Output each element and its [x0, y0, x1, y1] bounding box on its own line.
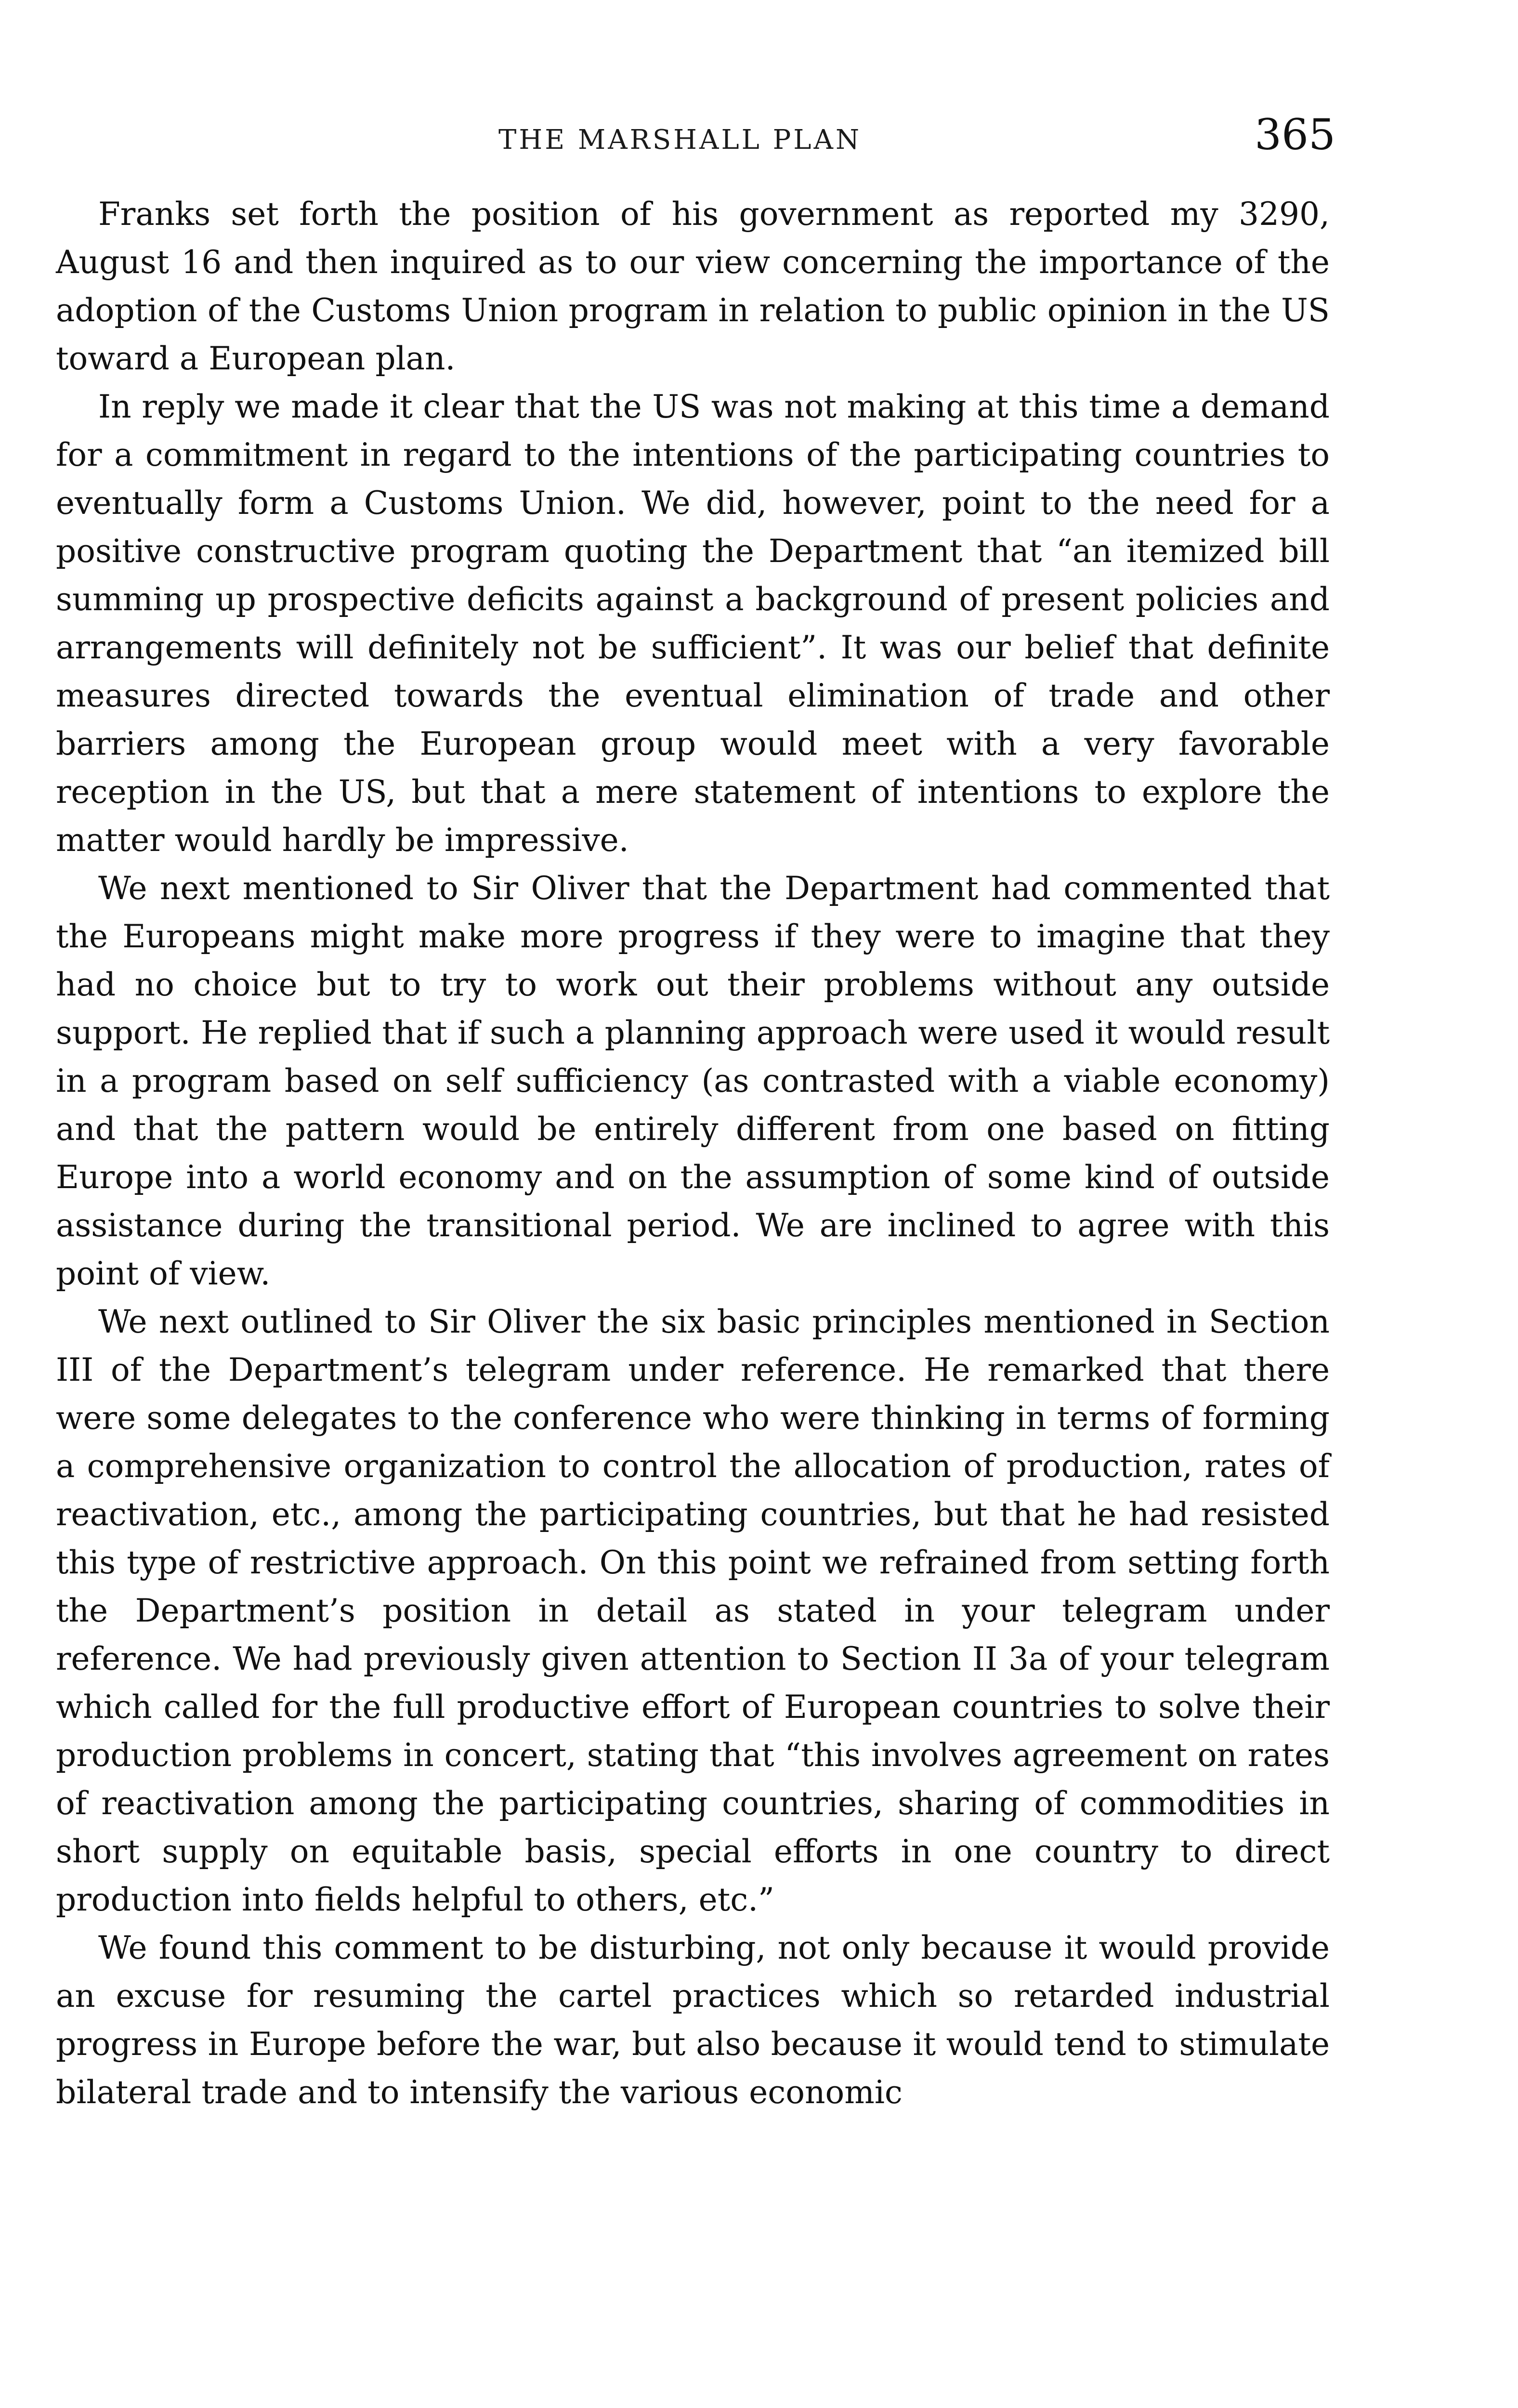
paragraph-customs-union: Franks set forth the position of his government as reported my 3290, August 16 and then inquired as to our view concerning the importance of the adoption of the Customs Union program in relation to public opinion in the US toward a European plan. [56, 196, 1330, 377]
paragraph-basic-principles: We next outlined to Sir Oliver the six basic principles mentioned in Section III of the Department’s telegram under reference. He remarked that there were some delegates to the conference who were thinking in terms of forming a comprehensive organization to control the allocation of production, rates of reactivation, etc., among the participating countries, but that he had resisted this type of restrictive approach. On this point we refrained from setting forth the Department’s position in detail as stated in your telegram under reference. We had previously given attention to Section II 3a of your telegram which called for the full productive effort of European countries to solve their production problems in concert, stating that “this involves agreement on rates of reactivation among the participating countries, sharing of commodities in short supply on equitable basis, special efforts in one country to direct production into fields helpful to others, etc.” [56, 1303, 1330, 1918]
paragraph-reply-commitment: In reply we made it clear that the US was not making at this time a demand for a commitment in regard to the intentions of the participating countries to eventually form a Customs Union. We did, however, point to the need for a positive constructive program quoting the Department that “an itemized bill summing up prospective deficits against a background of present policies and arrangements will definitely not be sufficient”. It was our belief that definite measures directed towards the eventual elimination of trade and other barriers among the European group would meet with a very favorable reception in the US, but that a mere statement of intentions to explore the matter would hardly be impressive. [56, 388, 1330, 859]
body-text [56, 190, 1330, 2117]
paragraph-cartel-concern: We found this comment to be disturbing, not only because it would provide an excuse for resuming the cartel practices which so retarded industrial progress in Europe before the war, but also because it would tend to stimulate bilateral trade and to intensify the various economic [56, 1929, 1330, 2111]
page-number: 365 [1255, 110, 1335, 159]
running-title: THE MARSHALL PLAN [498, 124, 862, 156]
running-header [0, 110, 1518, 168]
paragraph-self-sufficiency: We next mentioned to Sir Oliver that the Department had commented that the Europeans might make more progress if they were to imagine that they had no choice but to try to work out their problems without any outside support. He replied that if such a planning approach were used it would result in a program based on self sufficiency (as contrasted with a viable economy) and that the pattern would be entirely different from one based on fitting Europe into a world economy and on the assumption of some kind of outside assistance during the transitional period. We are inclined to agree with this point of view. [56, 870, 1330, 1292]
